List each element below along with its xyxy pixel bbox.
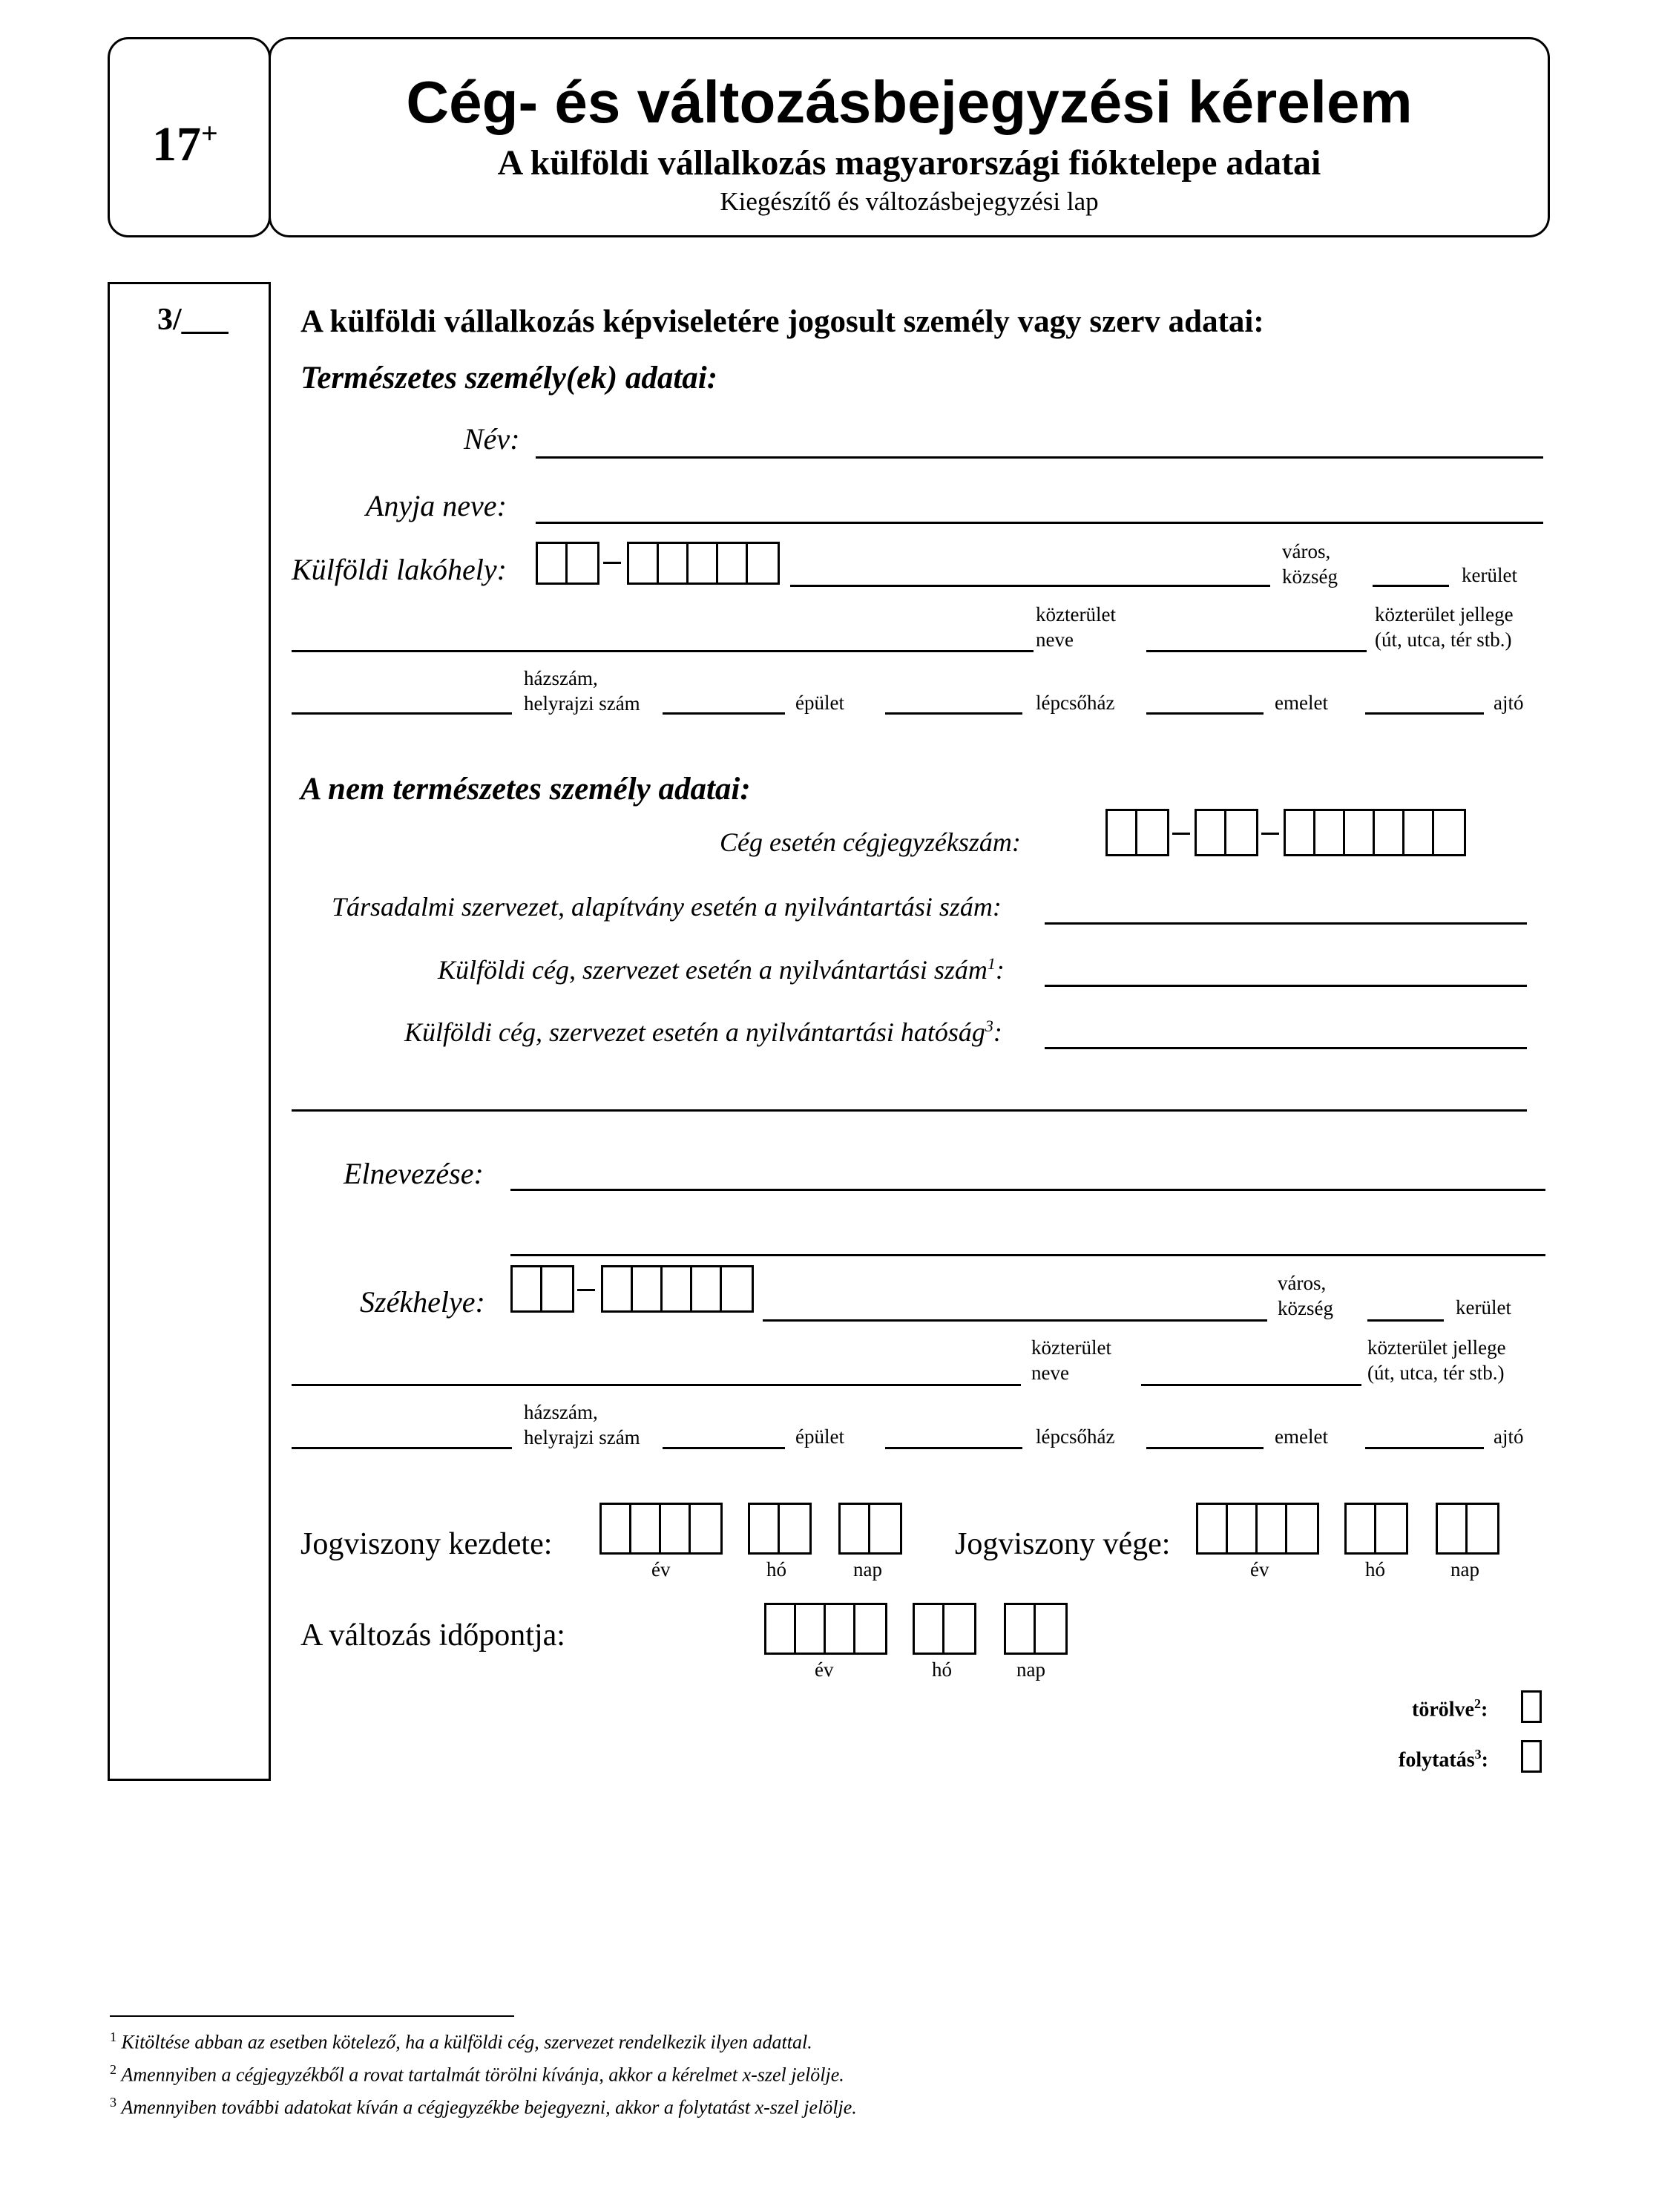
- month-label: hó: [766, 1558, 786, 1581]
- relationship-end-label: Jogviszony vége:: [955, 1527, 1171, 1561]
- change-date-day[interactable]: [1004, 1603, 1068, 1655]
- seat-building-field[interactable]: [885, 1447, 1022, 1449]
- change-date-label: A változás időpontja:: [300, 1618, 565, 1653]
- residence-house-number-field[interactable]: [292, 712, 512, 715]
- continuation-label: folytatás$^3$:: [1399, 1747, 1488, 1772]
- change-date-month[interactable]: [913, 1603, 976, 1655]
- district-label: kerület: [1462, 564, 1517, 586]
- seat-house-number-field[interactable]: [292, 1447, 512, 1449]
- seat-staircase-field[interactable]: [1146, 1447, 1264, 1449]
- footnote-1: $^1$ Kitöltése abban az esetben kötelező, ha a külföldi cég, szervezet rendelkezik ilyen adattal.: [110, 2029, 812, 2053]
- residence-postcode[interactable]: [627, 542, 780, 585]
- city-label: város, község: [1278, 1272, 1333, 1319]
- company-reg-serial[interactable]: [1284, 809, 1466, 856]
- continuation-checkbox[interactable]: [1521, 1740, 1542, 1773]
- year-label: év: [651, 1558, 671, 1581]
- seat-street-type-field[interactable]: [1141, 1384, 1361, 1386]
- section-number: 3/___: [157, 303, 229, 337]
- residence-floor-field[interactable]: [1365, 712, 1484, 715]
- footnote-separator: [110, 2015, 514, 2017]
- residence-city-field[interactable]: [790, 585, 1270, 587]
- relationship-start-day[interactable]: [838, 1503, 902, 1555]
- year-label: év: [1250, 1558, 1269, 1581]
- social-org-reg-field[interactable]: [1045, 922, 1527, 925]
- building-label: épület: [795, 1425, 844, 1448]
- page-subtitle: A külföldi vállalkozás magyarországi fióktelepe adatai: [497, 143, 1321, 183]
- residence-district-field[interactable]: [1373, 585, 1449, 587]
- seat-parcel-field[interactable]: [663, 1447, 785, 1449]
- dash: [577, 1289, 595, 1291]
- staircase-label: lépcsőház: [1036, 692, 1115, 714]
- residence-parcel-field[interactable]: [663, 712, 785, 715]
- form-number: 17+: [152, 116, 218, 171]
- extra-line-field[interactable]: [292, 1109, 1527, 1112]
- street-name-label: közterület neve: [1036, 603, 1116, 651]
- day-label: nap: [1450, 1558, 1479, 1581]
- deleted-label: törölve$^2$:: [1412, 1696, 1488, 1722]
- section-heading: A külföldi vállalkozás képviseletére jogosult személy vagy szerv adatai:: [300, 304, 1264, 339]
- relationship-start-month[interactable]: [748, 1503, 812, 1555]
- residence-street-name-field[interactable]: [292, 650, 1034, 652]
- company-reg-court-code[interactable]: [1105, 809, 1169, 856]
- foreign-authority-label: Külföldi cég, szervezet esetén a nyilvántartási hatóság$^3$:: [404, 1017, 1002, 1047]
- seat-postcode[interactable]: [601, 1265, 754, 1313]
- name-field[interactable]: [536, 456, 1543, 459]
- residence-label: Külföldi lakóhely:: [292, 553, 507, 586]
- relationship-end-year[interactable]: [1196, 1503, 1319, 1555]
- month-label: hó: [1365, 1558, 1385, 1581]
- footnote-2: $^2$ Amennyiben a cégjegyzékből a rovat tartalmát törölni kívánja, akkor a kérelmet x-szel jelölje.: [110, 2062, 844, 2086]
- residence-street-type-field[interactable]: [1146, 650, 1367, 652]
- relationship-end-month[interactable]: [1344, 1503, 1408, 1555]
- house-number-label: házszám, helyrajzi szám: [524, 1401, 640, 1448]
- seat-label: Székhelye:: [360, 1285, 485, 1319]
- company-reg-type-code[interactable]: [1195, 809, 1258, 856]
- floor-label: emelet: [1275, 692, 1328, 714]
- street-type-label: közterület jellege (út, utca, tér stb.): [1367, 1336, 1506, 1384]
- residence-staircase-field[interactable]: [1146, 712, 1264, 715]
- floor-label: emelet: [1275, 1425, 1328, 1448]
- change-date-year[interactable]: [764, 1603, 887, 1655]
- page-subtitle-secondary: Kiegészítő és változásbejegyzési lap: [720, 187, 1099, 216]
- residence-building-field[interactable]: [885, 712, 1022, 715]
- foreign-reg-label: Külföldi cég, szervezet esetén a nyilvántartási szám$^1$:: [438, 954, 1005, 985]
- social-org-reg-label: Társadalmi szervezet, alapítvány esetén a nyilvántartási szám:: [332, 892, 1002, 922]
- building-label: épület: [795, 692, 844, 714]
- dash: [603, 562, 621, 564]
- day-label: nap: [1016, 1658, 1045, 1681]
- seat-street-name-field[interactable]: [292, 1384, 1021, 1386]
- mother-name-label: Anyja neve:: [366, 489, 507, 522]
- house-number-label: házszám, helyrajzi szám: [524, 667, 640, 715]
- mother-name-field[interactable]: [536, 522, 1543, 524]
- seat-floor-field[interactable]: [1365, 1447, 1484, 1449]
- legal-person-heading: A nem természetes személy adatai:: [300, 772, 751, 807]
- section-number-column: [108, 282, 271, 1781]
- designation-field-2[interactable]: [510, 1254, 1545, 1256]
- city-label: város, község: [1282, 540, 1338, 588]
- name-label: Név:: [464, 422, 520, 456]
- foreign-reg-field[interactable]: [1045, 985, 1527, 987]
- footnote-3: $^3$ Amennyiben további adatokat kíván a cégjegyzékbe bejegyezni, akkor a folytatást x-szel jelölje.: [110, 2095, 857, 2119]
- day-label: nap: [853, 1558, 882, 1581]
- designation-field[interactable]: [510, 1189, 1545, 1191]
- dash: [1261, 833, 1279, 835]
- dash: [1172, 833, 1190, 835]
- designation-label: Elnevezése:: [344, 1157, 484, 1190]
- seat-city-field[interactable]: [763, 1319, 1267, 1322]
- staircase-label: lépcsőház: [1036, 1425, 1115, 1448]
- company-reg-label: Cég esetén cégjegyzékszám:: [720, 827, 1021, 857]
- seat-district-field[interactable]: [1367, 1319, 1444, 1322]
- year-label: év: [815, 1658, 834, 1681]
- page-title: Cég- és változásbejegyzési kérelem: [406, 69, 1413, 135]
- street-name-label: közterület neve: [1031, 1336, 1111, 1384]
- district-label: kerület: [1456, 1296, 1511, 1319]
- street-type-label: közterület jellege (út, utca, tér stb.): [1375, 603, 1514, 651]
- natural-person-heading: Természetes személy(ek) adatai:: [300, 361, 718, 396]
- relationship-start-label: Jogviszony kezdete:: [300, 1527, 553, 1561]
- door-label: ajtó: [1494, 692, 1524, 714]
- door-label: ajtó: [1494, 1425, 1524, 1448]
- deleted-checkbox[interactable]: [1521, 1690, 1542, 1723]
- relationship-start-year[interactable]: [599, 1503, 723, 1555]
- residence-country-code[interactable]: [536, 542, 599, 585]
- foreign-authority-field[interactable]: [1045, 1047, 1527, 1049]
- seat-country-code[interactable]: [510, 1265, 574, 1313]
- relationship-end-day[interactable]: [1436, 1503, 1499, 1555]
- month-label: hó: [932, 1658, 952, 1681]
